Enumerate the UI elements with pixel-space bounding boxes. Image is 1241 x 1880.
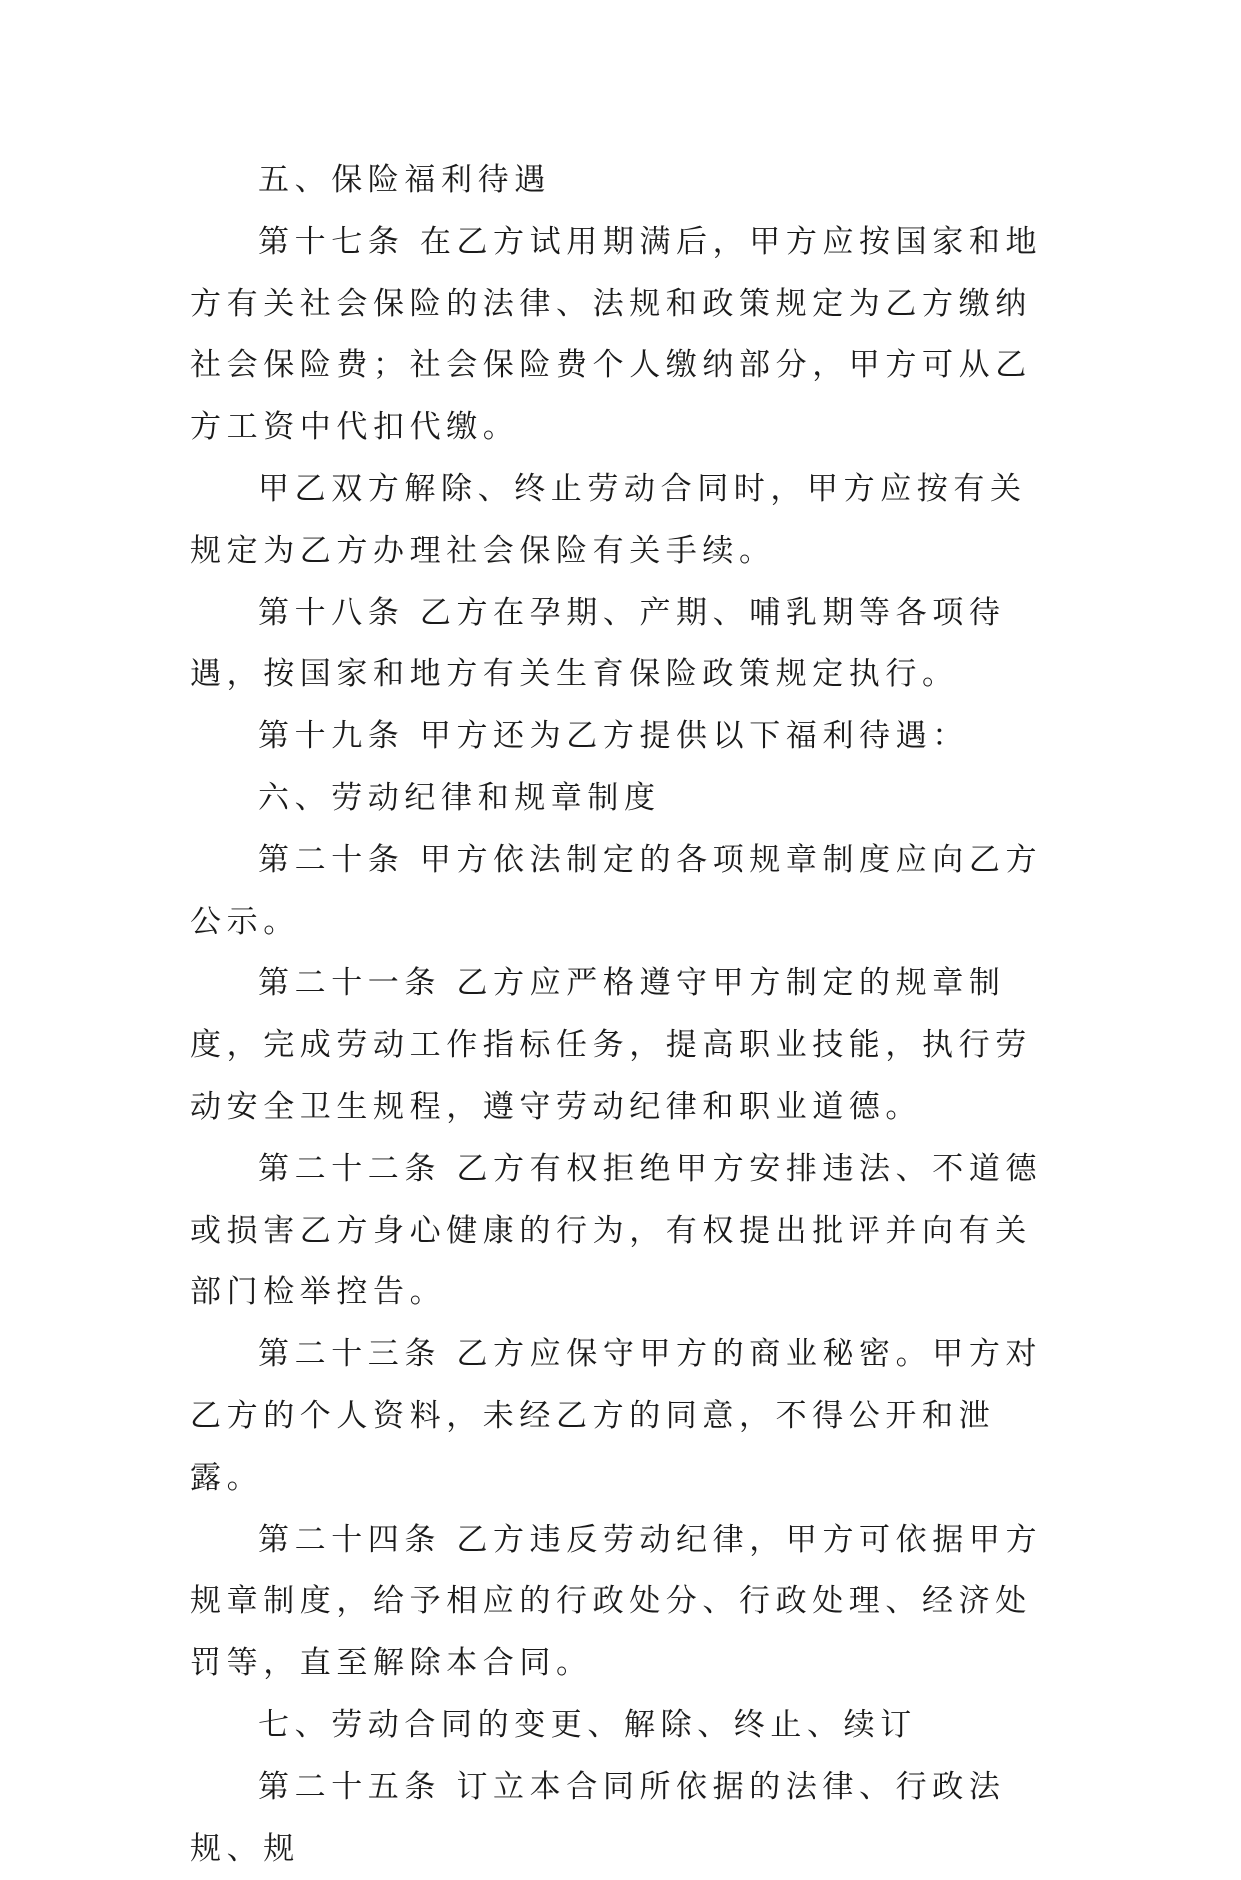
- article-25: 第二十五条 订立本合同所依据的法律、行政法规、规: [190, 1768, 1006, 1867]
- document-body: [190, 150, 1060, 1880]
- article-17: 第十七条 在乙方试用期满后，甲方应按国家和地方有关社会保险的法律、法规和政策规定为乙方缴纳社会保险费；社会保险费个人缴纳部分，甲方可从乙方工资中代扣代缴。: [190, 223, 1043, 446]
- article-19: 第十九条 甲方还为乙方提供以下福利待遇：: [258, 718, 969, 755]
- section-heading-insurance: 五、保险福利待遇: [258, 162, 551, 198]
- article-23: 第二十三条 乙方应保守甲方的商业秘密。甲方对乙方的个人资料，未经乙方的同意，不得公开和泄露。: [190, 1336, 1043, 1496]
- article-18: 第十八条 乙方在孕期、产期、哺乳期等各项待遇，按国家和地方有关生育保险政策规定执行。: [190, 594, 1006, 693]
- article-17-continued: 甲乙双方解除、终止劳动合同时，甲方应按有关规定为乙方办理社会保险有关手续。: [190, 470, 1027, 569]
- article-22: 第二十二条 乙方有权拒绝甲方安排违法、不道德或损害乙方身心健康的行为，有权提出批评并向有关部门检举控告。: [190, 1150, 1043, 1311]
- section-heading-contract-changes: 七、劳动合同的变更、解除、终止、续订: [258, 1706, 917, 1743]
- article-20: 第二十条 甲方依法制定的各项规章制度应向乙方公示。: [190, 841, 1043, 940]
- section-heading-discipline: 六、劳动纪律和规章制度: [258, 779, 661, 816]
- article-21: 第二十一条 乙方应严格遵守甲方制定的规章制度，完成劳动工作指标任务，提高职业技能，执行劳动安全卫生规程，遵守劳动纪律和职业道德。: [190, 965, 1032, 1125]
- article-24: 第二十四条 乙方违反劳动纪律，甲方可依据甲方规章制度，给予相应的行政处分、行政处理、经济处罚等，直至解除本合同。: [190, 1521, 1043, 1682]
